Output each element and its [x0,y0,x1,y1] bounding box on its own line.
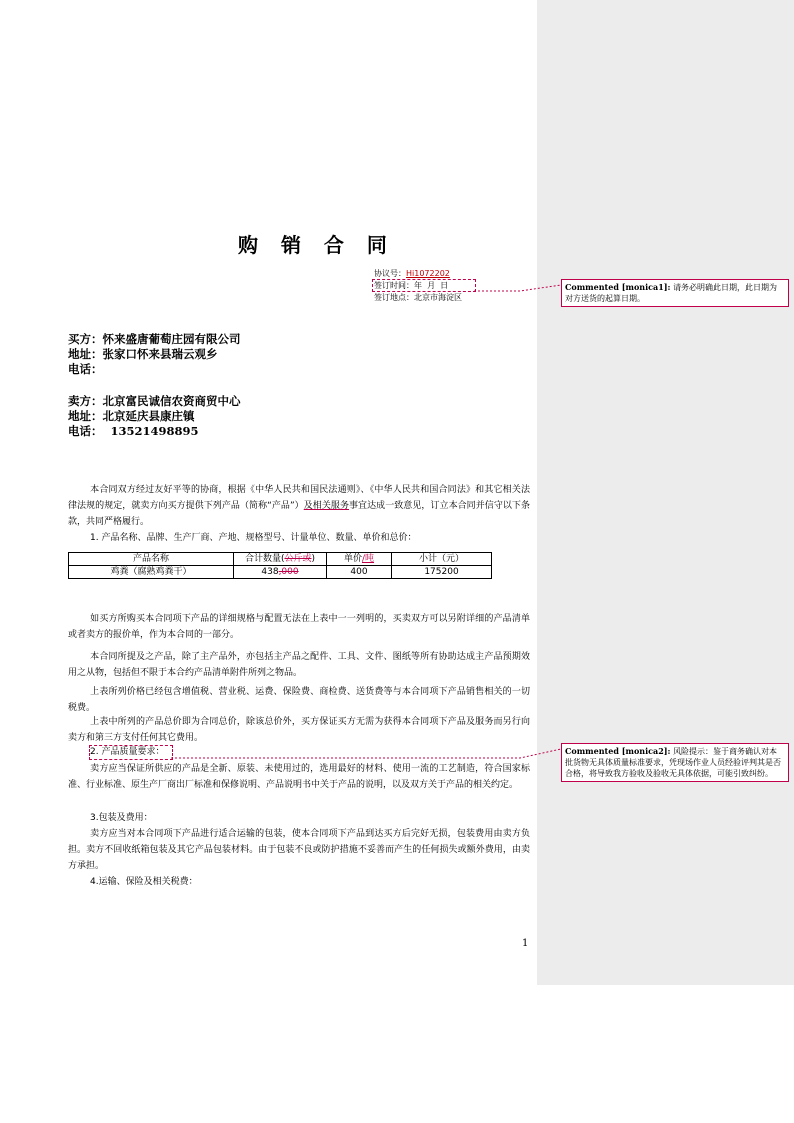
header-product-name: 产品名称 [69,553,234,566]
seller-name: 卖方：北京富民诚信农资商贸中心 [68,394,241,408]
table-row [69,566,492,579]
paragraph-4: 上表中所列的产品总价即为合同总价，除该总价外，买方保证买方无需为获得本合同项下产品及服务而另行向卖方和第三方支付任何其它费用。 [68,717,530,743]
agreement-number: 协议号：Hi1072202 [374,269,450,278]
header-quantity: 合计数量(公斤或) [234,553,327,566]
comment-2[interactable] [561,743,789,782]
item-2: 2. 产品质量要求： [90,747,165,757]
intro-paragraph: 本合同双方经过友好平等的协商，根据《中华人民共和国民法通则》、《中华人民共和国合同法》和其它相关法律法规的规定，就卖方向买方提供下列产品（简称“产品”）及相关服务事宜达成一致意见，订立本合同并信守以下条款，共同严格履行。 [68,485,530,527]
paragraph-6: 卖方应当对本合同项下产品进行适合运输的包装，使本合同项下产品到达买方后完好无损，包装费用由卖方负担。卖方不回收纸箱包装及其它产品包装材料。由于包装不良或防护措施不妥善而产生的任何损失或额外费用，由卖方承担。 [68,829,530,871]
agreement-number-value: Hi1072202 [406,269,450,278]
buyer-phone: 电话： [68,362,103,376]
header-unit-price: 单价/吨 [327,553,392,566]
paragraph-5: 卖方应当保证所供应的产品是全新、原装、未使用过的，选用最好的材料、使用一流的工艺制造，符合国家标准、行业标准、原生产厂商出厂标准和保修说明、产品说明书中关于产品的说明，以及双方关于产品的相关约定。 [68,764,530,790]
seller-phone: 电话： 13521498895 [68,424,199,438]
comment-1[interactable] [561,279,789,307]
paragraph-1: 如买方所购买本合同项下产品的详细规格与配置无法在上表中一一列明的，买卖双方可以另附详细的产品清单或者卖方的报价单，作为本合同的一部分。 [68,614,530,640]
comment-anchor-1[interactable] [372,279,476,292]
page-title: 购 销 合 同 [238,233,395,257]
page-number: 1 [522,938,529,949]
item-4: 4.运输、保险及相关税费： [90,877,198,887]
comment-1-label: Commented [monica1]: [565,282,671,292]
inserted-text: 及相关服务 [303,501,349,511]
cell-quantity: 438,000 [234,566,327,579]
header-subtotal: 小计（元） [392,553,492,566]
comment-1-text: 请务必明确此日期，此日期为对方送货的起算日期。 [565,283,778,303]
item-1: 1. 产品名称、品牌、生产厂商、产地、规格型号、计量单位、数量、单价和总价： [90,533,417,543]
cell-product-name: 鸡粪（腐熟鸡粪干） [69,566,234,579]
sign-place: 签订地点：北京市海淀区 [374,293,462,302]
cell-subtotal: 175200 [392,566,492,579]
buyer-name: 买方：怀来盛唐葡萄庄园有限公司 [68,332,241,346]
paragraph-2: 本合同所提及之产品，除了主产品外，亦包括主产品之配件、工具、文件、图纸等所有协助达成主产品预期效用之从物，包括但不限于本合约产品清单附件所列之物品。 [68,652,530,678]
item-3: 3.包装及费用： [90,813,153,823]
paragraph-3: 上表所列价格已经包含增值税、营业税、运费、保险费、商检费、送货费等与本合同项下产品销售相关的一切税费。 [68,687,530,713]
seller-address: 地址：北京延庆县康庄镇 [68,409,195,423]
cell-unit-price: 400 [327,566,392,579]
buyer-address: 地址：张家口怀来县瑞云观乡 [68,347,218,361]
product-table [68,552,492,579]
table-header-row [69,553,492,566]
comment-2-label: Commented [monica2]: [565,746,671,756]
comment-2-text: 风险提示：鉴于商务确认对本批货物无具体质量标准要求，凭现场作业人员经验评判其是否合格，将导致我方验收及验收无具体依据，可能引致纠纷。 [565,747,781,778]
comment-margin [537,0,794,985]
sign-time: 签订时间：年 月 日 [374,281,449,290]
